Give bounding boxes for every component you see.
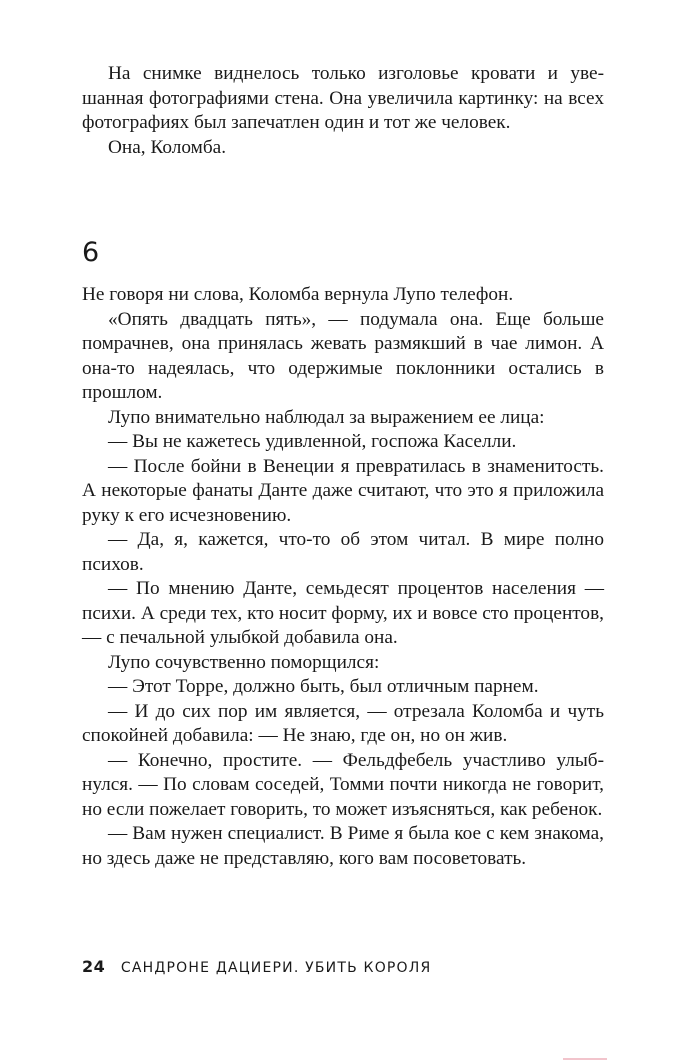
dialogue-line: — После бойни в Венеции я превратилась в знаменитость. А некоторые фанаты Данте даже считают, что это я приложила руку к его исчезновению.: [82, 455, 604, 526]
dialogue-line: — Вам нужен специалист. В Риме я была кое с кем знакома, но здесь даже не представляю, кого вам посоветовать.: [82, 823, 604, 869]
paragraph: На снимке виднелось только изголовье кровати и увешанная фотографиями стена. Она увеличила картинку: на всех фотографиях был запечатлен один и тот же человек.: [82, 63, 604, 133]
dialogue-line: — Вы не кажетесь удивленной, госпожа Каселли.: [108, 431, 517, 452]
dialogue-line: — Конечно, простите. — Фельдфебель участливо улыбнулся. — По словам соседей, Томми почти никогда не говорит, но если пожелает говорить, то может изъясняться, как ребенок.: [82, 749, 604, 820]
running-title: САНДРОНЕ ДАЦИЕРИ. УБИТЬ КОРОЛЯ: [120, 960, 432, 976]
paragraph: Лупо внимательно наблюдал за выражением ее лица:: [108, 406, 545, 428]
paragraph: «Опять двадцать пять», — подумала она. Еще больше помрачнев, она принялась жевать размякший в чае лимон. А она-то надеялась, что одержимые поклонники остались в прошлом.: [82, 308, 604, 403]
paragraph: Она, Коломба.: [108, 136, 227, 158]
paragraph: Не говоря ни слова, Коломба вернула Лупо телефон.: [82, 284, 514, 305]
page-number: 24: [82, 957, 106, 976]
page-footer: [82, 957, 431, 976]
dialogue-line: — Этот Торре, должно быть, был отличным парнем.: [108, 676, 539, 697]
scan-edge-mark: [563, 1058, 607, 1060]
paragraph: Лупо сочувственно поморщился:: [108, 651, 380, 673]
chapter-number: 6: [82, 237, 100, 268]
dialogue-line: — Да, я, кажется, что-то об этом читал. В мире полно психов.: [82, 529, 604, 575]
text-block-chapter: [82, 283, 604, 871]
dialogue-line: — По мнению Данте, семьдесят процентов населения — психи. А среди тех, кто носит форму, их и вовсе сто процентов, — с печальной улыбкой добавила она.: [82, 578, 604, 648]
dialogue-line: — И до сих пор им является, — отрезала Коломба и чуть спокойней добавила: — Не знаю, где он, но он жив.: [82, 700, 604, 746]
text-block-top: [82, 62, 604, 160]
